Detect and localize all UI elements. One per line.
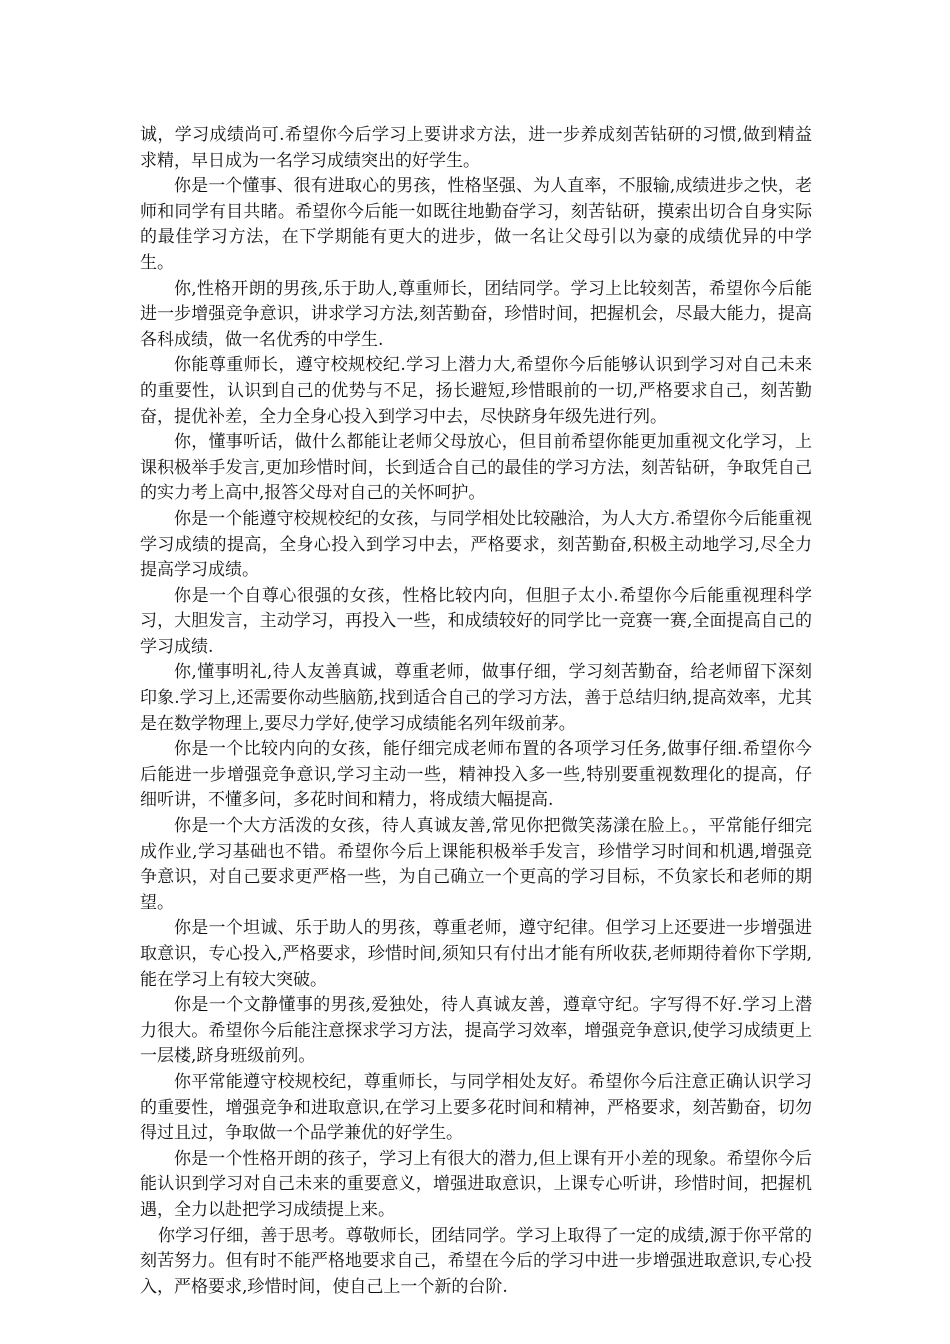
paragraph-8: 你,懂事明礼,待人友善真诚，尊重老师，做事仔细，学习刻苦勤奋，给老师留下深刻印象.学习上,还需要你动些脑筋,找到适合自己的学习方法，善于总结归纳,提高效率，尤其是在数学物理上,要尽力学好,使学习成绩能名列年级前茅。 bbox=[140, 662, 812, 734]
paragraph-13: 你平常能遵守校规校纪，尊重师长，与同学相处友好。希望你今后注意正确认识学习的重要性，增强竞争和进取意识,在学习上要多花时间和精神，严格要求，刻苦勤奋，切勿得过且过，争取做一个品学兼优的好学生。 bbox=[140, 1071, 812, 1144]
paragraph-12: 你是一个文静懂事的男孩,爱独处，待人真诚友善，遵章守纪。字写得不好.学习上潜力很大。希望你今后能注意探求学习方法，提高学习效率，增强竞争意识,使学习成绩更上一层楼,跻身班级前列。 bbox=[140, 995, 812, 1067]
paragraph-1: 诚，学习成绩尚可.希望你今后学习上要讲求方法，进一步养成刻苦钻研的习惯,做到精益求精，早日成为一名学习成绩突出的好学生。 bbox=[140, 125, 812, 171]
paragraph-7: 你是一个自尊心很强的女孩，性格比较内向，但胆子太小.希望你今后能重视理科学习，大胆发言，主动学习，再投入一些，和成绩较好的同学比一竞赛一赛,全面提高自己的学习成绩. bbox=[140, 585, 812, 657]
paragraph-10: 你是一个大方活泼的女孩，待人真诚友善,常见你把微笑荡漾在脸上。，平常能仔细完成作业,学习基础也不错。希望你今后上课能积极举手发言，珍惜学习时间和机遇,增强竞争意识，对自己要求更严格一些，为自己确立一个更高的学习目标，不负家长和老师的期望。 bbox=[140, 816, 812, 913]
paragraph-4: 你能尊重师长，遵守校规校纪.学习上潜力大,希望你今后能够认识到学习对自己未来的重要性，认识到自己的优势与不足，扬长避短,珍惜眼前的一切,严格要求自己，刻苦勤奋，提优补差，全力全身心投入到学习中去，尽快跻身年级先进行列。 bbox=[140, 355, 812, 427]
paragraph-9: 你是一个比较内向的女孩，能仔细完成老师布置的各项学习任务,做事仔细.希望你今后能进一步增强竞争意识,学习主动一些，精神投入多一些,特别要重视数理化的提高，仔细听讲，不懂多问，多花时间和精力，将成绩大幅提高. bbox=[140, 739, 812, 811]
paragraph-3: 你,性格开朗的男孩,乐于助人,尊重师长，团结同学。学习上比较刻苦，希望你今后能进一步增强竞争意识，讲求学习方法,刻苦勤奋，珍惜时间，把握机会，尽最大能力，提高各科成绩，做一名优秀的中学生. bbox=[140, 278, 812, 350]
paragraph-2: 你是一个懂事、很有进取心的男孩，性格坚强、为人直率，不服输,成绩进步之快，老师和同学有目共睹。希望你今后能一如既往地勤奋学习，刻苦钻研，摸索出切合自身实际的最佳学习方法，在下学期能有更大的进步，做一名让父母引以为豪的成绩优异的中学生。 bbox=[140, 176, 812, 273]
paragraph-15: 你学习仔细，善于思考。尊敬师长，团结同学。学习上取得了一定的成绩,源于你平常的刻苦努力。但有时不能严格地要求自己，希望在今后的学习中进一步增强进取意识,专心投入，严格要求,珍惜时间，使自己上一个新的台阶. bbox=[140, 1225, 812, 1297]
paragraph-6: 你是一个能遵守校规校纪的女孩，与同学相处比较融洽，为人大方.希望你今后能重视学习成绩的提高，全身心投入到学习中去，严格要求，刻苦勤奋,积极主动地学习,尽全力提高学习成绩。 bbox=[140, 508, 812, 581]
paragraph-5: 你，懂事听话，做什么都能让老师父母放心，但目前希望你能更加重视文化学习，上课积极举手发言,更加珍惜时间，长到适合自己的最佳的学习方法，刻苦钻研，争取凭自己的实力考上高中,报答父母对自己的关怀呵护。 bbox=[140, 432, 812, 504]
paragraph-11: 你是一个坦诚、乐于助人的男孩，尊重老师，遵守纪律。但学习上还要进一步增强进取意识，专心投入,严格要求，珍惜时间,须知只有付出才能有所收获,老师期待着你下学期,能在学习上有较大突破。 bbox=[140, 918, 812, 990]
paragraph-14: 你是一个性格开朗的孩子，学习上有很大的潜力,但上课有开小差的现象。希望你今后能认识到学习对自己未来的重要意义，增强进取意识，上课专心听讲，珍惜时间，把握机遇，全力以赴把学习成绩提上来。 bbox=[140, 1148, 812, 1220]
document-body bbox=[140, 123, 812, 1300]
